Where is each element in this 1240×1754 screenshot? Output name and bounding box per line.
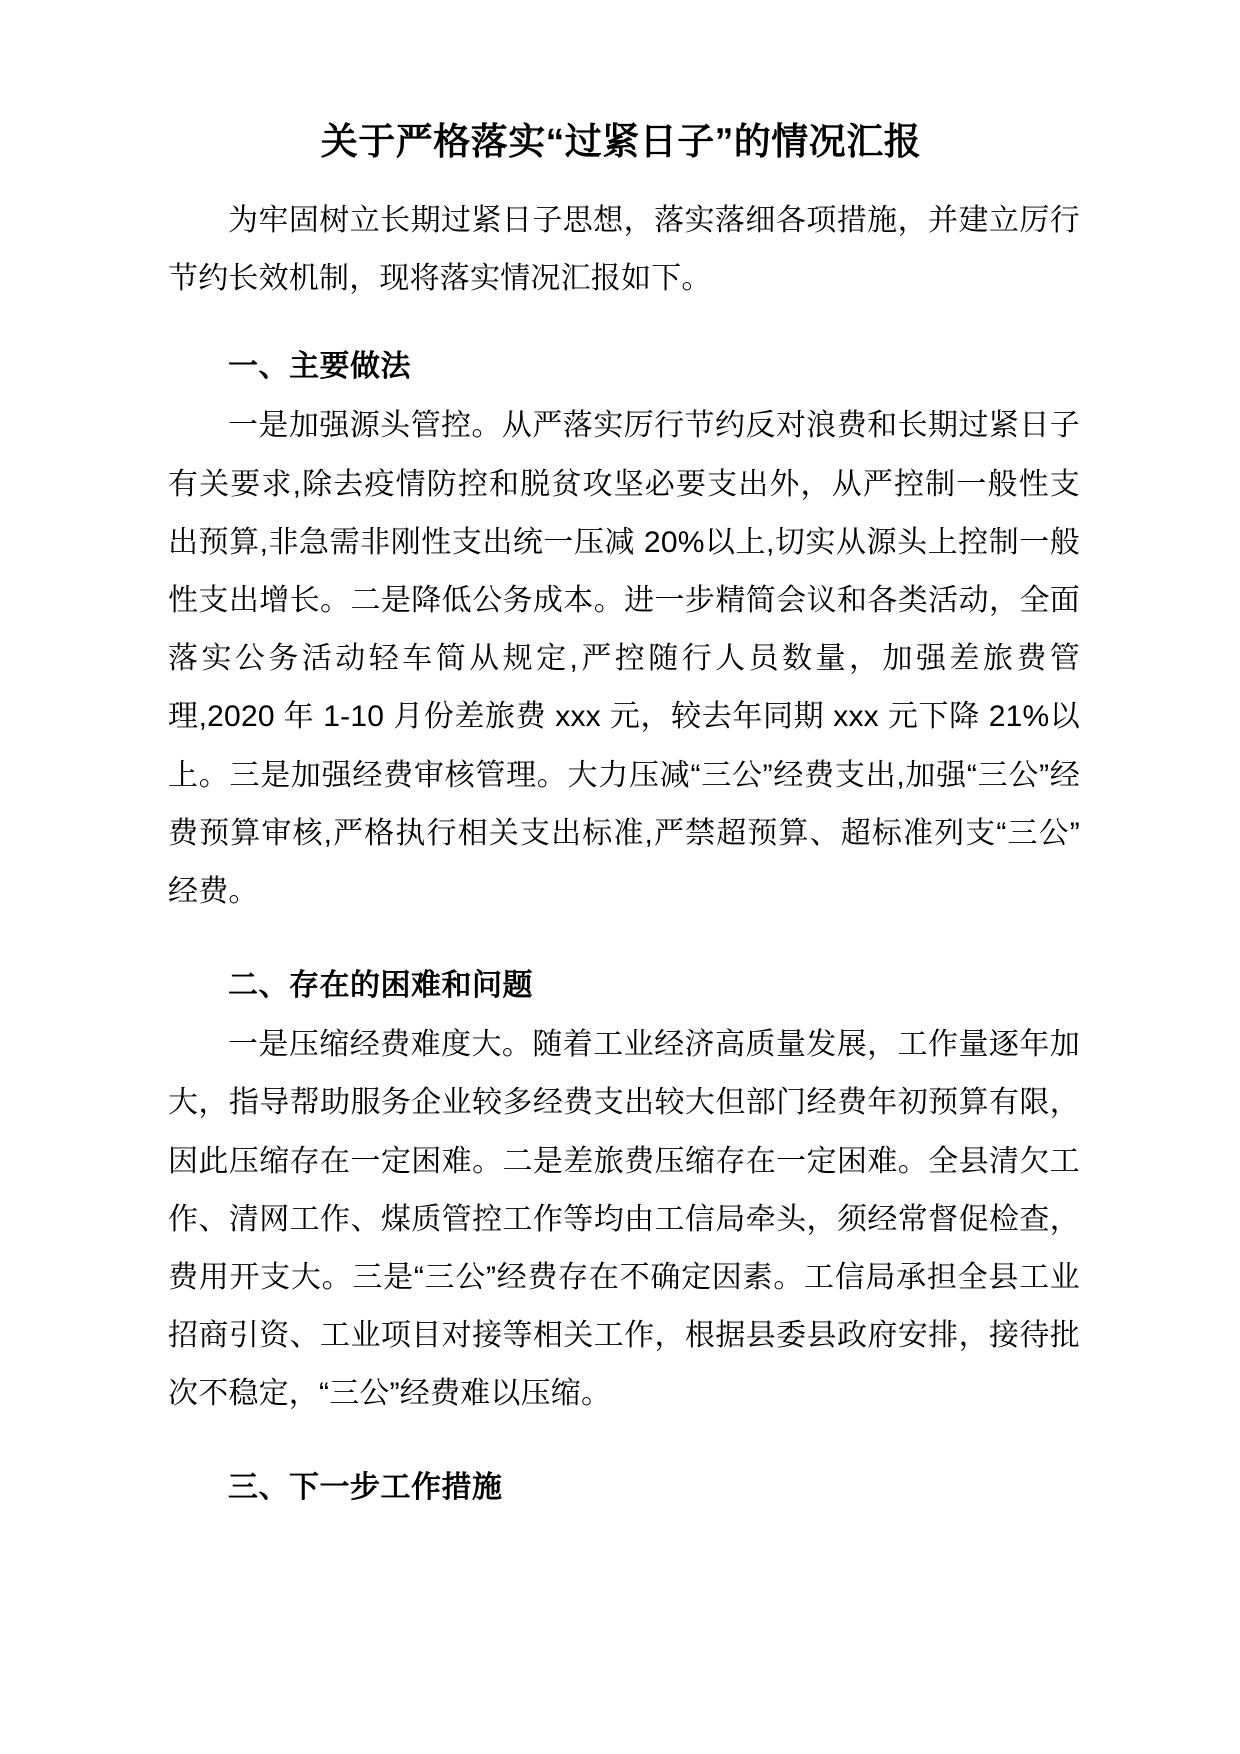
section-heading-2: 二、存在的困难和问题 — [228, 969, 533, 1003]
spacer — [168, 308, 1080, 322]
intro-paragraph: 为牢固树立长期过紧日子思想，落实落细各项措施，并建立厉行节约长效机制，现将落实情况汇报如下。 — [168, 204, 1080, 296]
page-title: 关于严格落实“过紧日子”的情况汇报 — [320, 121, 922, 162]
spacer — [168, 921, 1080, 941]
section-body-1: 一是加强源头管控。从严落实厉行节约反对浪费和长期过紧日子有关要求,除去疫情防控和脱贫攻坚必要支出外，从严控制一般性支出预算,非急需非刚性支出统一压减 20%以上,切实从源头上控制一般性支出增长。二是降低公务成本。进一步精简会议和各类活动，全面落实公务活动轻车简从规定,严控随行人员数量，加强差旅费管理,2020 年 1-10 月份差旅费 xxx 元，较去年同期 xxx 元下降 21%以上。三是加强经费审核管理。大力压减“三公”经费支出,加强“三公”经费预算审核,严格执行相关支出标准,严禁超预算、超标准列支“三公”经费。 — [168, 409, 1080, 908]
spacer — [168, 1423, 1080, 1443]
section-heading-1: 一、主要做法 — [228, 350, 411, 384]
section-heading-3: 三、下一步工作措施 — [228, 1471, 503, 1505]
section-body-2: 一是压缩经费难度大。随着工业经济高质量发展，工作量逐年加大，指导帮助服务企业较多经费支出较大但部门经费年初预算有限，因此压缩存在一定困难。二是差旅费压缩存在一定困难。全县清欠工作、清网工作、煤质管控工作等均由工信局牵头，须经常督促检查，费用开支大。三是“三公”经费存在不确定因素。工信局承担全县工业招商引资、工业项目对接等相关工作，根据县委县政府安排，接待批次不稳定，“三公”经费难以压缩。 — [168, 1028, 1080, 1411]
